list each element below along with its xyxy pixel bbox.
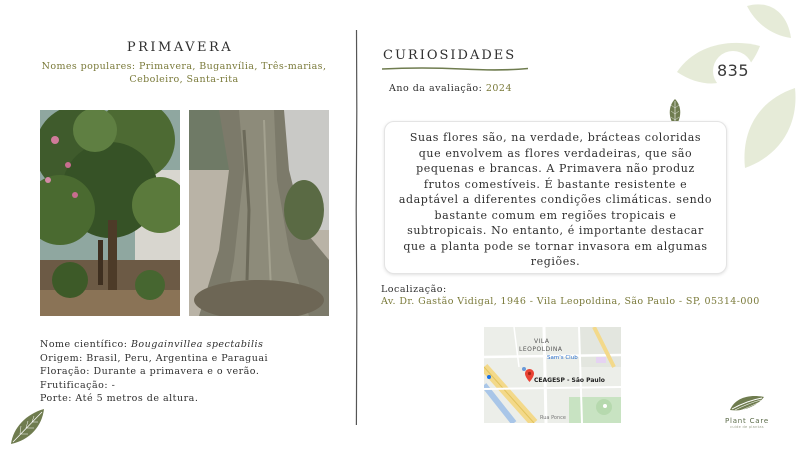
map-pin-icon [525, 369, 534, 382]
brand-name: Plant Care [724, 417, 770, 425]
scientific-name-row [40, 338, 340, 352]
plant-info [40, 338, 340, 406]
fruiting: Frutificação: - [40, 379, 116, 391]
tree-trunk-photo [189, 110, 329, 316]
scientific-name: Bougainvillea spectabilis [130, 339, 264, 350]
map-poi-main: CEAGESP - São Paulo [534, 377, 605, 384]
plant-size: Porte: Até 5 metros de altura. [40, 393, 199, 404]
evaluation-year [389, 83, 512, 94]
year-value: 2024 [485, 83, 513, 94]
plant-title: PRIMAVERA [126, 40, 234, 55]
curiosities-title: CURIOSIDADES [383, 48, 517, 63]
tree-canopy-photo [40, 110, 180, 316]
map-district-line2: LEOPOLDINA [519, 346, 563, 353]
flowering: Floração: Durante a primavera e o verão. [40, 366, 260, 377]
curiosities-text: Suas flores são, na verdade, brácteas coloridas que envolvem as flores verdadeiras, que são pequenas e brancas. A Primavera não produz frutos comestíveis. É bastante resistente e adaptável a diferentes condições climáticas. sendo bastante comum em regiões tropicais e subtropicais. No entanto, é importante destacar que a planta pode se tornar invasora em algumas regiões. [384, 121, 727, 274]
logo-leaf-icon [727, 392, 767, 412]
scientific-name-label: Nome científico: [40, 339, 131, 350]
title-underline [382, 66, 528, 72]
location-map[interactable] [484, 327, 621, 423]
map-street: Rua Ponce [540, 415, 566, 421]
plant-care-logo [718, 392, 776, 429]
plant-number-badge: 835 [716, 61, 750, 80]
location-label: Localização: [381, 284, 447, 295]
map-district-line1: VILA [534, 338, 550, 345]
origin: Origem: Brasil, Peru, Argentina e Paraguai [40, 352, 269, 364]
vertical-divider [355, 30, 358, 425]
map-poi-store: Sam's Club [547, 355, 578, 361]
location-address[interactable]: Av. Dr. Gastão Vidigal, 1946 - Vila Leopoldina, São Paulo - SP, 05314-000 [381, 296, 760, 307]
leaf-icon [8, 406, 48, 446]
brand-tagline: cuide de plantas [730, 425, 764, 429]
popular-names: Nomes populares: Primavera, Buganvília, Três-marias, Ceboleiro, Santa-rita [41, 61, 327, 85]
year-label: Ano da avaliação: [389, 83, 486, 94]
